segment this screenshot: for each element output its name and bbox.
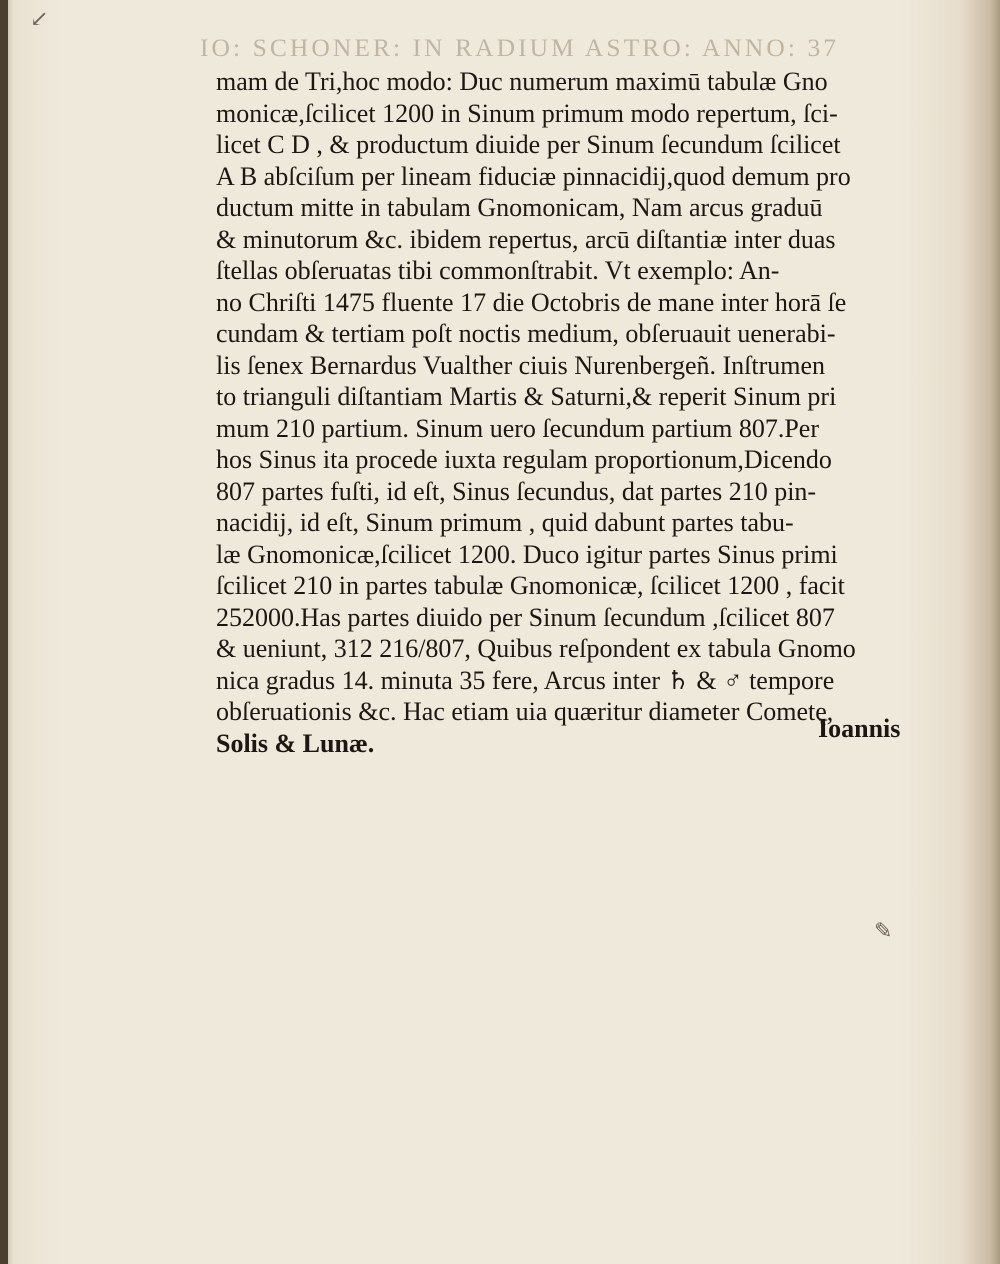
- text-line: to trianguli diſtantiam Martis & Saturni,& reperit Sinum pri: [216, 382, 837, 411]
- text-line: læ Gnomonicæ,ſcilicet 1200. Duco igitur partes Sinus primi: [216, 539, 838, 569]
- text-line: mum 210 partium. Sinum uero ſecundum partium 807.Per: [216, 413, 819, 443]
- text-line: obſeruationis &c. Hac etiam uia quæritur diameter Cometę,: [216, 697, 834, 726]
- text-line: ſtellas obſeruatas tibi commonſtrabit. Vt exemplo: An-: [216, 256, 780, 285]
- text-line: & ueniunt, 312 216/807, Quibus reſpondent ex tabula Gnomo: [216, 634, 856, 663]
- text-line: lis ſenex Bernardus Vualther ciuis Nurenbergeñ. Inſtrumen: [216, 350, 826, 380]
- text-line: & minutorum &c. ibidem repertus, arcū diſtantiæ inter duas: [216, 224, 836, 254]
- stray-mark: ✎: [874, 918, 893, 943]
- page-left-edge: [0, 0, 8, 1264]
- text-line: nica gradus 14. minuta 35 fere, Arcus inter ♄ & ♂ tempore: [216, 665, 835, 695]
- text-line: monicæ,ſcilicet 1200 in Sinum primum modo repertum, ſci-: [216, 98, 838, 128]
- text-line: 807 partes fuſti, id eſt, Sinus ſecundus, dat partes 210 pin-: [216, 476, 817, 506]
- text-line: licet C D , & productum diuide per Sinum ſecundum ſcilicet: [216, 130, 841, 159]
- running-head: IO: SCHONER: IN RADIUM ASTRO: ANNO: 37: [200, 35, 840, 62]
- text-line: ductum mitte in tabulam Gnomonicam, Nam arcus graduū: [216, 193, 823, 222]
- text-line: cundam & tertiam poſt noctis medium, obſeruauit uenerabi-: [216, 319, 836, 348]
- text-line: ſcilicet 210 in partes tabulæ Gnomonicæ, ſcilicet 1200 , facit: [216, 571, 845, 600]
- text-line: no Chriſti 1475 fluente 17 die Octobris de mane inter horā ſe: [216, 287, 847, 317]
- text-line: 252000.Has partes diuido per Sinum ſecundum ,ſcilicet 807: [216, 602, 835, 632]
- text-line: mam de Tri,hoc modo: Duc numerum maximū tabulæ Gno: [216, 67, 828, 96]
- catchword: Ioannis: [818, 714, 901, 743]
- text-line: nacidij, id eſt, Sinum primum , quid dabunt partes tabu-: [216, 508, 794, 537]
- stray-mark: ↙: [30, 6, 49, 31]
- text-line: hos Sinus ita procede iuxta regulam proportionum,Dicendo: [216, 445, 832, 474]
- text-line: A B abſciſum per lineam fiduciæ pinnacidij,quod demum pro: [216, 161, 851, 191]
- text-line: Solis & Lunæ.: [216, 728, 375, 758]
- body-text: [216, 66, 916, 759]
